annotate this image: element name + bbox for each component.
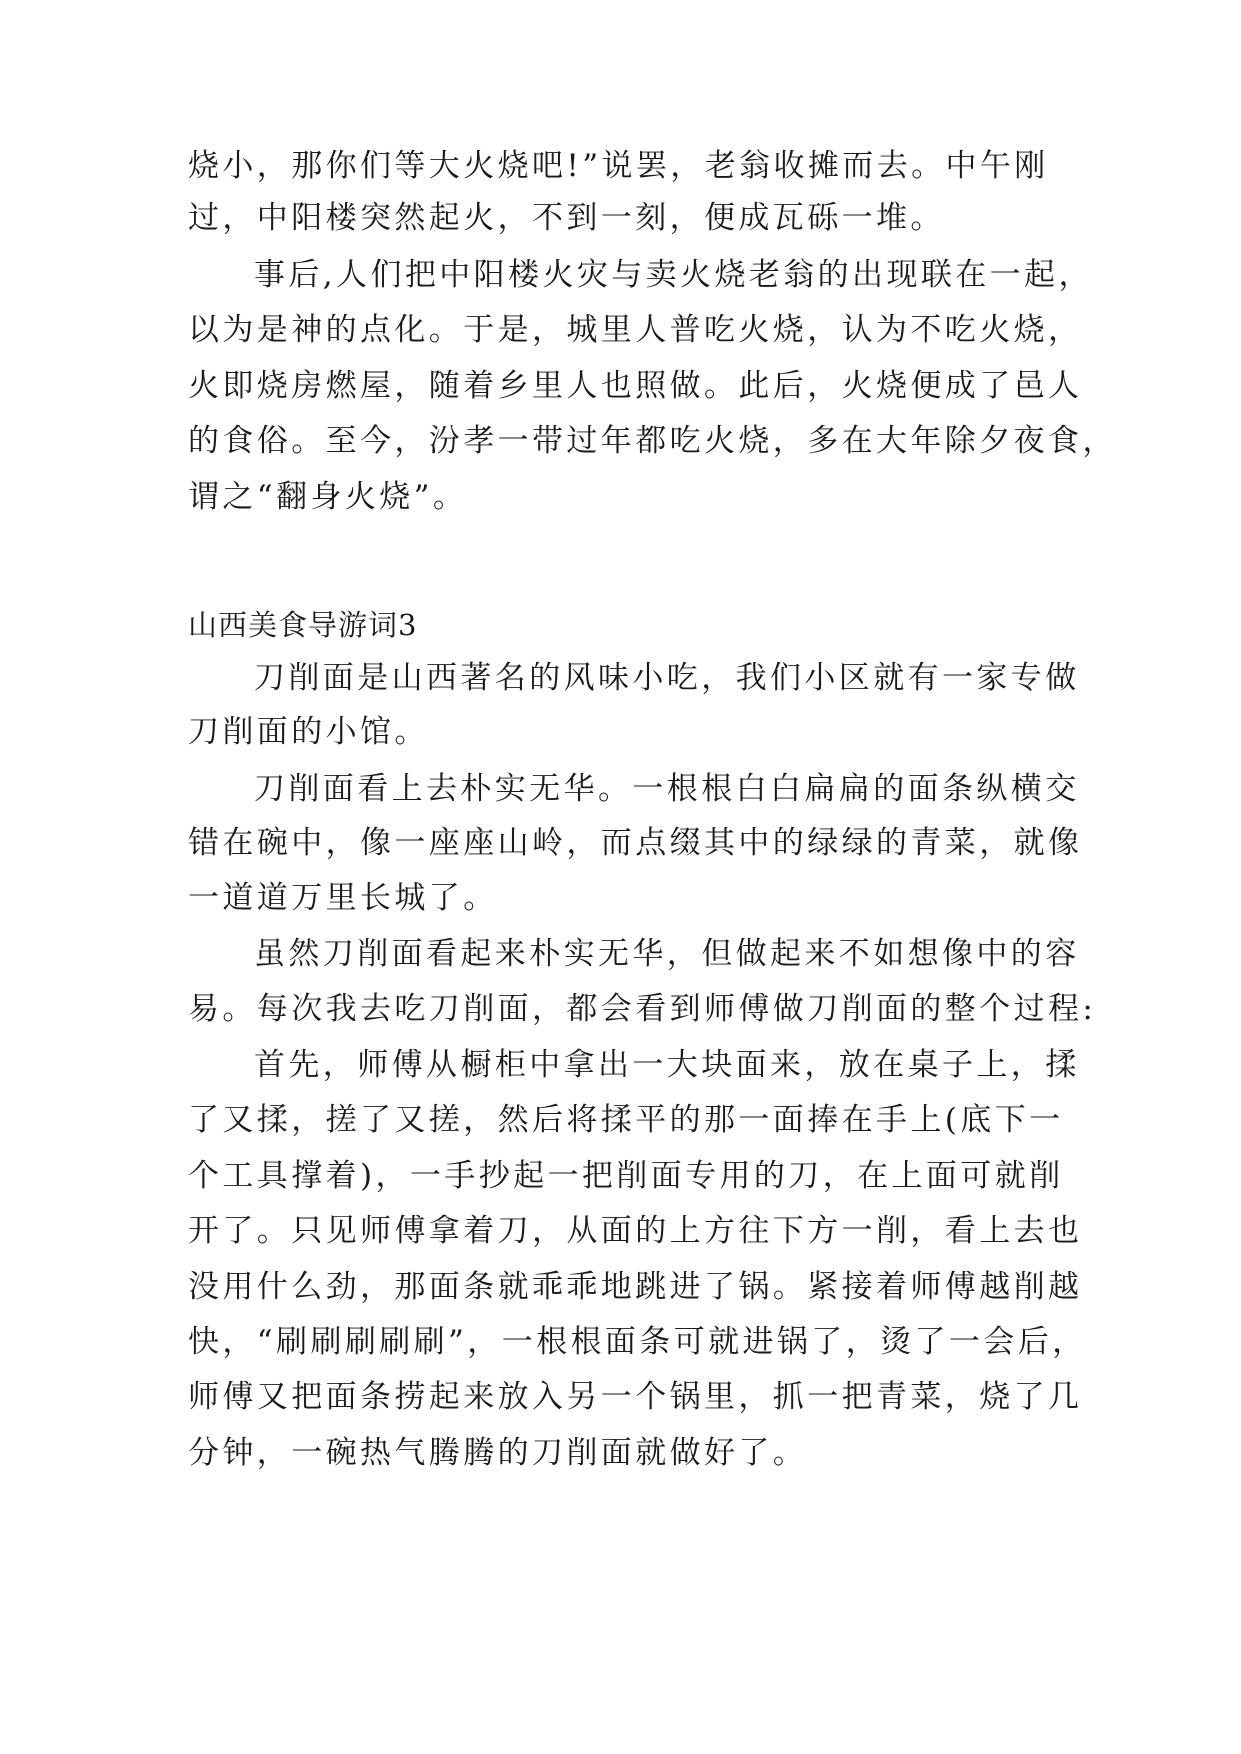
paragraph-line: 快，“刷刷刷刷刷”，一根根面条可就进锅了，烫了一会后， <box>188 1324 1087 1360</box>
paragraph-line: 易。每次我去吃刀削面，都会看到师傅做刀削面的整个过程: <box>188 991 1097 1027</box>
paragraph-line: 以为是神的点化。于是，城里人普吃火烧，认为不吃火烧， <box>188 312 1083 348</box>
paragraph-line: 的食俗。至今，汾孝一带过年都吃火烧，多在大年除夕夜食， <box>188 423 1117 459</box>
paragraph-line: 刀削面是山西著名的风味小吃，我们小区就有一家专做 <box>254 660 1080 696</box>
paragraph-line: 谓之“翻身火烧”。 <box>188 479 468 515</box>
section-heading: 山西美食导游词3 <box>188 608 418 642</box>
paragraph-line: 过，中阳楼突然起火，不到一刻，便成瓦砾一堆。 <box>188 200 945 236</box>
paragraph-line: 师傅又把面条捞起来放入另一个锅里，抓一把青菜，烧了几 <box>188 1379 1083 1415</box>
paragraph-line: 开了。只见师傅拿着刀，从面的上方往下方一削，看上去也 <box>188 1213 1083 1249</box>
paragraph-line: 烧小，那你们等大火烧吧!”说罢，老翁收摊而去。中午刚 <box>188 148 1049 184</box>
paragraph-line: 刀削面的小馆。 <box>188 714 429 750</box>
paragraph-line: 首先，师傅从橱柜中拿出一大块面来，放在桌子上，揉 <box>254 1047 1080 1083</box>
paragraph-line: 虽然刀削面看起来朴实无华，但做起来不如想像中的容 <box>254 936 1080 972</box>
paragraph-line: 刀削面看上去朴实无华。一根根白白扁扁的面条纵横交 <box>254 771 1080 807</box>
paragraph-line: 了又揉，搓了又搓，然后将揉平的那一面捧在手上(底下一 <box>188 1102 1064 1138</box>
paragraph-line: 错在碗中，像一座座山岭，而点缀其中的绿绿的青菜，就像 <box>188 825 1083 861</box>
paragraph-line: 个工具撑着)，一手抄起一把削面专用的刀，在上面可就削 <box>188 1158 1064 1194</box>
paragraph-line: 没用什么劲，那面条就乖乖地跳进了锅。紧接着师傅越削越 <box>188 1269 1083 1305</box>
paragraph-line: 分钟，一碗热气腾腾的刀削面就做好了。 <box>188 1435 808 1471</box>
paragraph-line: 火即烧房燃屋，随着乡里人也照做。此后，火烧便成了邑人 <box>188 368 1083 404</box>
paragraph-line: 事后,人们把中阳楼火灾与卖火烧老翁的出现联在一起， <box>254 257 1093 293</box>
paragraph-line: 一道道万里长城了。 <box>188 880 498 916</box>
